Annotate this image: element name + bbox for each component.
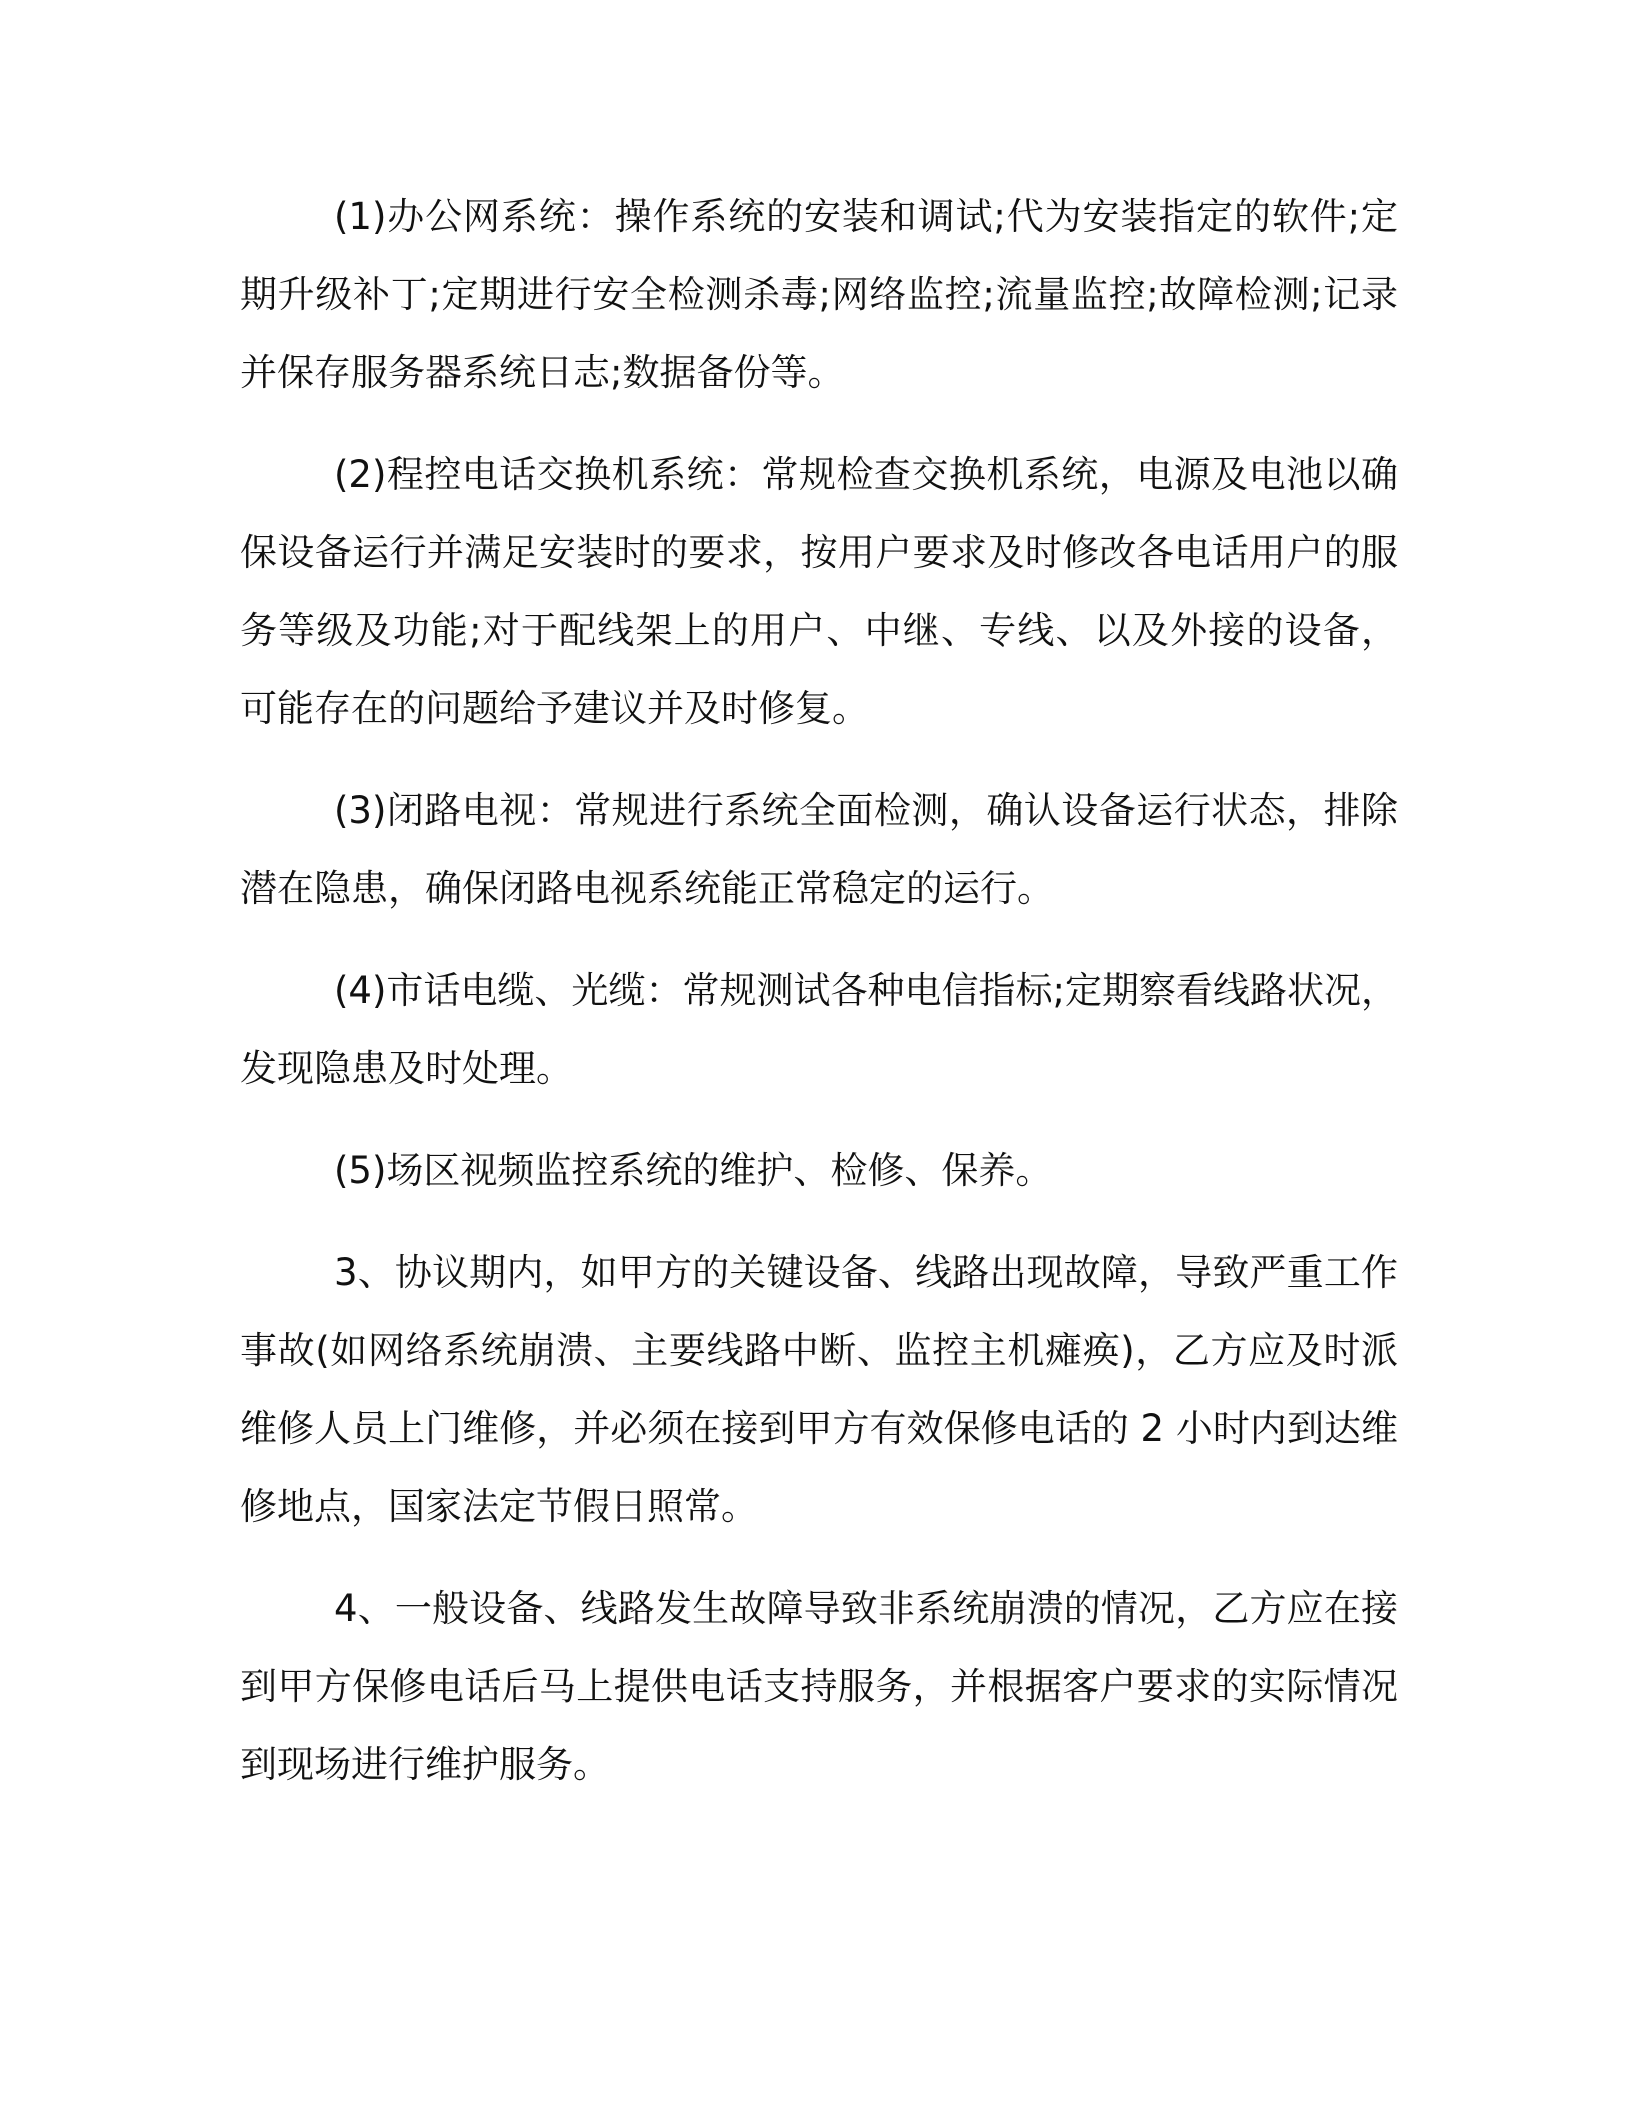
document-body bbox=[240, 178, 1398, 1828]
paragraph-clause-3: 3、协议期内，如甲方的关键设备、线路出现故障，导致严重工作事故(如网络系统崩溃、主要线路中断、监控主机瘫痪)，乙方应及时派维修人员上门维修，并必须在接到甲方有效保修电话的 2 小时内到达维修地点，国家法定节假日照常。 bbox=[240, 1251, 1398, 1528]
paragraph-pbx-system: (2)程控电话交换机系统：常规检查交换机系统，电源及电池以确保设备运行并满足安装时的要求，按用户要求及时修改各电话用户的服务等级及功能;对于配线架上的用户、中继、专线、以及外接的设备，可能存在的问题给予建议并及时修复。 bbox=[240, 453, 1398, 730]
paragraph-office-network: (1)办公网系统：操作系统的安装和调试;代为安装指定的软件;定期升级补丁;定期进行安全检测杀毒;网络监控;流量监控;故障检测;记录并保存服务器系统日志;数据备份等。 bbox=[240, 195, 1398, 394]
paragraph-cctv: (3)闭路电视：常规进行系统全面检测，确认设备运行状态，排除潜在隐患，确保闭路电视系统能正常稳定的运行。 bbox=[240, 789, 1398, 910]
paragraph-clause-4: 4、一般设备、线路发生故障导致非系统崩溃的情况，乙方应在接到甲方保修电话后马上提供电话支持服务，并根据客户要求的实际情况到现场进行维护服务。 bbox=[240, 1587, 1398, 1786]
paragraph-cables: (4)市话电缆、光缆：常规测试各种电信指标;定期察看线路状况，发现隐患及时处理。 bbox=[240, 969, 1398, 1090]
paragraph-video-surveillance: (5)场区视频监控系统的维护、检修、保养。 bbox=[334, 1149, 1053, 1192]
